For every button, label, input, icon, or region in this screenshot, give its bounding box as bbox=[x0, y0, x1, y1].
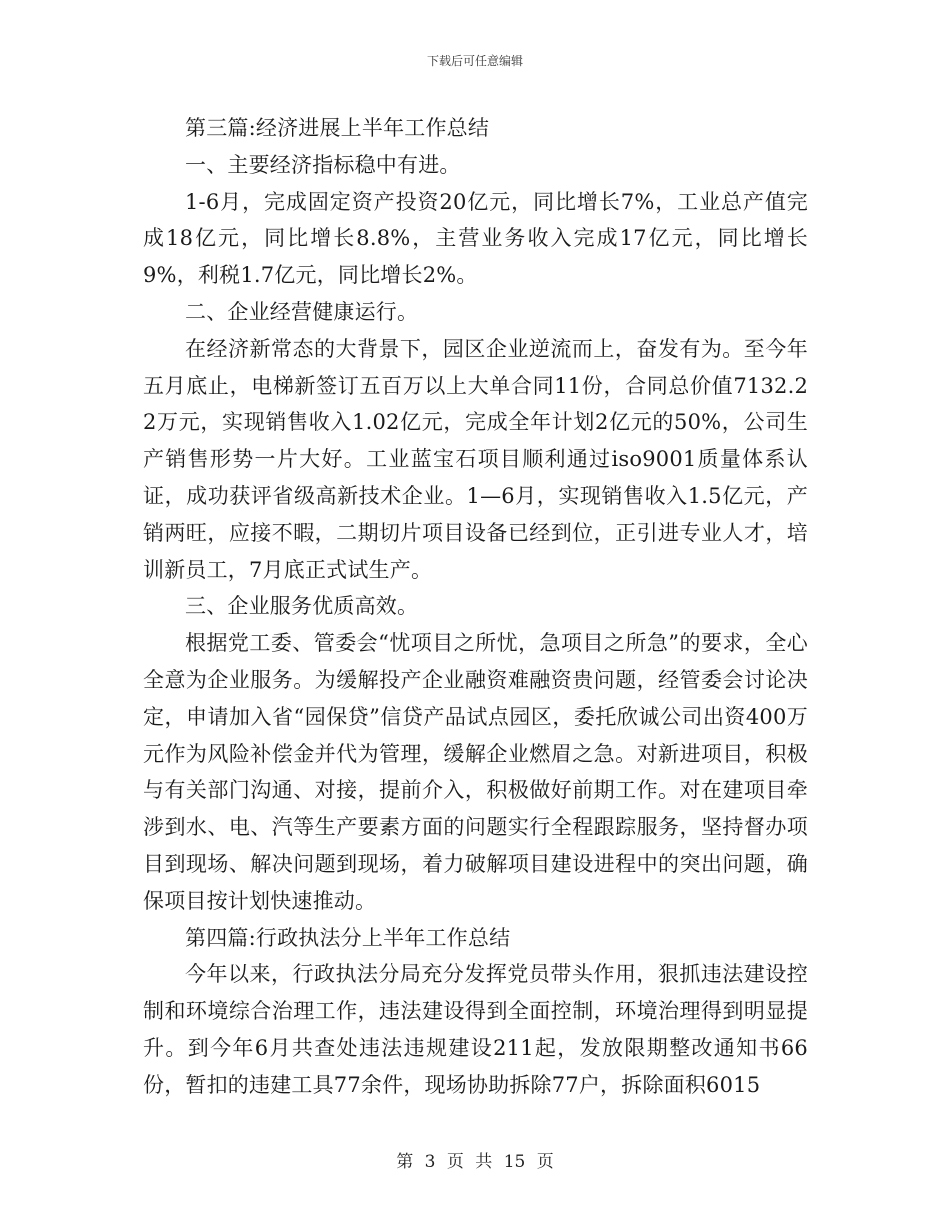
heading-economic-indicators: 一、主要经济指标稳中有进。 bbox=[185, 152, 461, 177]
heading-enterprise-service: 三、企业服务优质高效。 bbox=[185, 594, 419, 619]
paragraph-indicators: 1-6月，完成固定资产投资20亿元，同比增长7%，工业总产值完成18亿元，同比增长8.8%，主营业务收入完成17亿元，同比增长9%，利税1.7亿元，同比增长2%。 bbox=[143, 189, 808, 288]
paragraph-enterprise-service: 根据党工委、管委会“忧项目之所忧，急项目之所急”的要求，全心全意为企业服务。为缓解投产企业融资难融资贵问题，经管委会讨论决定，申请加入省“园保贷”信贷产品试点园区，委托欣诚公司出资400万元作为风险补偿金并代为管理，缓解企业燃眉之急。对新进项目，积极与有关部门沟通、对接，提前介入，积极做好前期工作。对在建项目牵涉到水、电、汽等生产要素方面的问题实行全程跟踪服务，坚持督办项目到现场、解决问题到现场，着力破解项目建设进程中的突出问题，确保项目按计划快速推动。 bbox=[143, 631, 808, 913]
header-note: 下载后可任意编辑 bbox=[426, 54, 523, 68]
paragraph-law-enforcement: 今年以来，行政执法分局充分发挥党员带头作用，狠抓违法建设控制和环境综合治理工作，违法建设得到全面控制，环境治理得到明显提升。到今年6月共查处违法违规建设211起，发放限期整改通知书66份，暂扣的违建工具77余件，现场协助拆除77户，拆除面积6015 bbox=[143, 962, 808, 1097]
heading-enterprise-operation: 二、企业经营健康运行。 bbox=[185, 299, 419, 324]
section-title-4: 第四篇:行政执法分上半年工作总结 bbox=[185, 925, 511, 950]
section-title-3: 第三篇:经济进展上半年工作总结 bbox=[185, 116, 490, 140]
document-body bbox=[143, 110, 808, 1104]
paragraph-enterprise-operation: 在经济新常态的大背景下，园区企业逆流而上，奋发有为。至今年五月底止，电梯新签订五百万以上大单合同11份，合同总价值7132.22万元，实现销售收入1.02亿元，完成全年计划2亿元的50%，公司生产销售形势一片大好。工业蓝宝石项目顺利通过iso9001质量体系认证，成功获评省级高新技术企业。1—6月，实现销售收入1.5亿元，产销两旺，应接不暇，二期切片项目设备已经到位，正引进专业人才，培训新员工，7月底正式试生产。 bbox=[143, 336, 808, 582]
page-number: 第 3 页 共 15 页 bbox=[396, 1152, 554, 1172]
